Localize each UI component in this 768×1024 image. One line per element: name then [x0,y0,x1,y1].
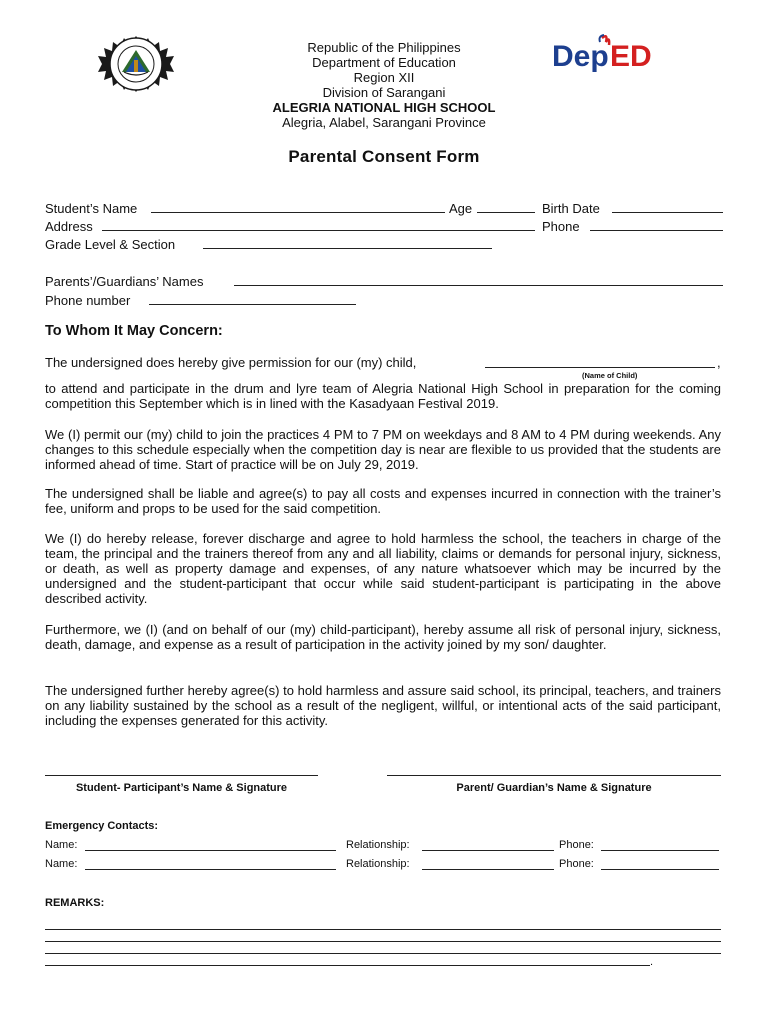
student-info-row [45,200,725,217]
school-seal-icon [96,26,176,102]
emergency-relationship-label: Relationship: [346,839,410,851]
remarks-line[interactable] [45,941,721,942]
phone-number-blank[interactable] [149,292,356,305]
paragraph-harmless: The undersigned further hereby agree(s) to hold harmless and assure said school, its principal, teachers, and trainers on any liability sustained by the school as a result of the negligent, willful, or intentional acts of the said participant, including the expenses generated for this activity. [45,683,721,728]
paragraph-schedule: We (I) permit our (my) child to join the practices 4 PM to 7 PM on weekdays and 8 AM to 4 PM during weekends. Any changes to this schedule especially when the competition day is near are flexible to us provided that the students are informed ahead of time. Start of practice will be on July 29, 2019. [45,427,721,472]
student-name-blank[interactable] [151,200,445,213]
phone-label: Phone [542,219,580,234]
emergency-relationship-blank[interactable] [422,858,554,870]
division-line: Division of Sarangani [322,85,446,100]
student-name-label: Student’s Name [45,201,138,216]
emergency-phone-label: Phone: [559,858,594,870]
paragraph-participation: to attend and participate in the drum and lyre team of Alegria National High School in preparation for the coming competition this September which is in lined with the Kasadyaan Festival 2019. [45,381,721,411]
emergency-relationship-label: Relationship: [346,858,410,870]
emergency-contact-row [45,839,725,853]
child-name-blank[interactable] [485,355,715,368]
svg-text:Dep: Dep [552,40,609,73]
phone-number-label: Phone number [45,293,131,308]
form-title: Parental Consent Form [288,147,480,166]
republic-line: Republic of the Philippines [307,40,461,55]
remarks-line[interactable] [45,953,721,954]
student-signature-line[interactable] [45,775,318,776]
emergency-phone-blank[interactable] [601,858,719,870]
parent-signature-label: Parent/ Guardian’s Name & Signature [456,782,652,794]
birth-date-blank[interactable] [612,200,723,213]
parents-names-label: Parents’/Guardians’ Names [45,274,204,289]
region-line: Region XII [353,70,415,85]
address-row [45,218,725,235]
remarks-line[interactable] [45,929,721,930]
emergency-phone-label: Phone: [559,839,594,851]
paragraph-costs: The undersigned shall be liable and agree(s) to pay all costs and expenses incurred in connection with the trainer’s fee, uniform and props to be used for the said competition. [45,486,721,516]
emergency-name-label: Name: [45,839,78,851]
remarks-end-mark: . [650,956,654,968]
grade-level-blank[interactable] [203,236,492,249]
emergency-relationship-blank[interactable] [422,839,554,851]
parent-signature-line[interactable] [387,775,721,776]
emergency-phone-blank[interactable] [601,839,719,851]
intro-comma: , [717,355,721,370]
school-name: ALEGRIA NATIONAL HIGH SCHOOL [272,100,496,115]
grade-row [45,236,725,253]
emergency-name-label: Name: [45,858,78,870]
paragraph-risk: Furthermore, we (I) (and on behalf of our (my) child-participant), hereby assume all risk of personal injury, sickness, death, damage, and expense as a result of participation in the activity joined by my son/ daughter. [45,622,721,652]
deped-logo-icon [552,32,670,76]
age-blank[interactable] [477,200,535,213]
svg-text:ED: ED [610,40,652,73]
grade-level-label: Grade Level & Section [45,237,176,252]
remarks-heading: REMARKS: [45,897,105,909]
address-blank[interactable] [102,218,535,231]
department-line: Department of Education [312,55,456,70]
salutation: To Whom It May Concern: [45,323,223,339]
emergency-name-blank[interactable] [85,839,336,851]
school-address: Alegria, Alabel, Sarangani Province [282,115,486,130]
age-label: Age [449,201,473,216]
emergency-contact-row [45,858,725,872]
phone-number-row [45,292,725,309]
emergency-name-blank[interactable] [85,858,336,870]
address-label: Address [45,219,93,234]
birth-date-label: Birth Date [542,201,600,216]
phone-blank[interactable] [590,218,723,231]
intro-text: The undersigned does hereby give permission for our (my) child, [45,355,417,370]
student-signature-label: Student- Participant’s Name & Signature [75,782,288,794]
name-of-child-note: (Name of Child) [582,371,638,380]
parents-row [45,273,725,290]
intro-line [45,355,721,370]
parents-names-blank[interactable] [234,273,723,286]
paragraph-release: We (I) do hereby release, forever discharge and agree to hold harmless the school, the teachers in charge of the team, the principal and the trainers thereof from any and all liability, claims or demands for personal injury, sickness, or death, as well as property damage and expenses, of any nature whatsoever which may be incurred by the undersigned and the student-participant that occur while said student-participant is participating in the above described activity. [45,531,721,606]
school-header [200,40,568,130]
emergency-contacts-heading: Emergency Contacts: [45,820,159,832]
remarks-line[interactable] [45,965,650,966]
